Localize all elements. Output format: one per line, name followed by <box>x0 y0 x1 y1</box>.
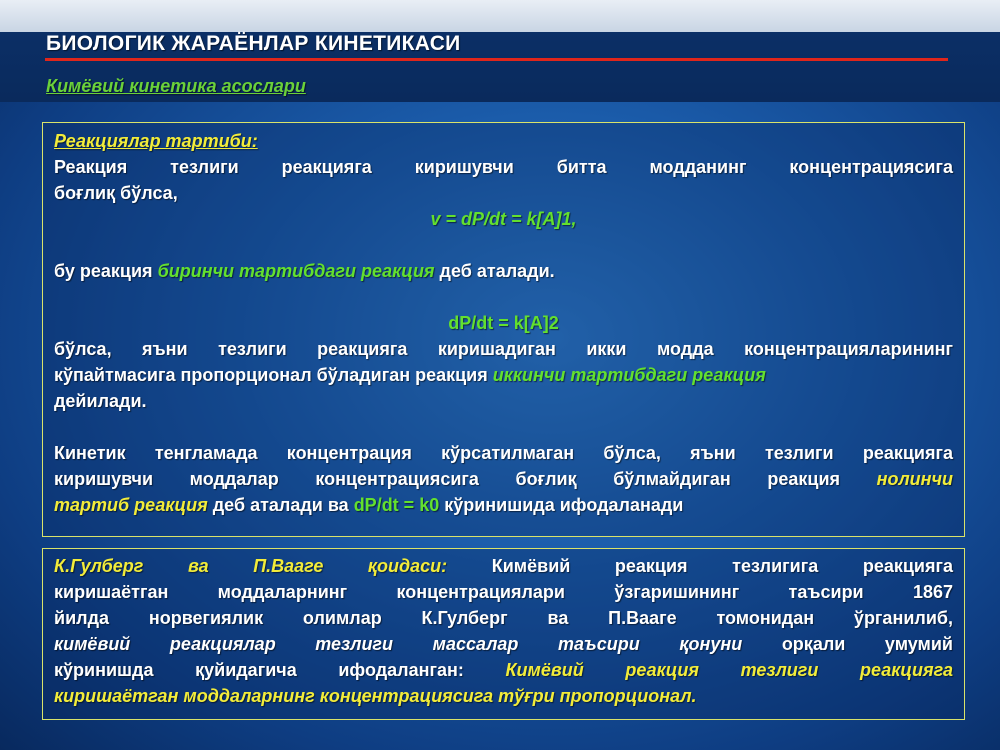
zero-order-line3 <box>54 492 953 518</box>
second-order-line3: дейилади. <box>54 391 147 411</box>
gw-line3: йилда норвегиялик олимлар К.Гулберг ва П.Вааге томонидан ўрганилиб, <box>54 608 953 628</box>
second-order-line1: бўлса, яъни тезлиги реакцияга киришадиган икки модда концентрацияларининг <box>54 339 953 359</box>
formula-second-order-text: dP/dt = k[A]2 <box>448 313 559 333</box>
zero-order-term-b: тартиб реакция <box>54 495 208 515</box>
box1-line2: боғлиқ бўлса, <box>54 183 178 203</box>
box1-heading <box>54 128 953 154</box>
spacer <box>54 232 953 258</box>
top-bar <box>0 0 1000 32</box>
zero-order-line1: Кинетик тенгламада концентрация кўрсатилмаган бўлса, яъни тезлиги реакцияга <box>54 443 953 463</box>
first-order-sentence <box>54 258 953 284</box>
first-order-term: биринчи тартибдаги реакция <box>157 261 435 281</box>
mass-action-law: кимёвий реакциялар тезлиги массалар таъсири қонуни <box>54 634 743 654</box>
zero-order-pre: киришувчи моддалар концентрациясига боғлиқ бўлмайдиган реакция <box>54 469 877 489</box>
formula-second-order <box>54 310 953 336</box>
reaction-order-box <box>42 122 965 537</box>
page-title: БИОЛОГИК ЖАРАЁНЛАР КИНЕТИКАСИ <box>46 32 461 55</box>
first-order-post: деб аталади. <box>434 261 555 281</box>
reaction-order-heading: Реакциялар тартиби: <box>54 131 258 151</box>
zero-order-line2 <box>54 466 953 492</box>
formula-first-order-text: v = dP/dt = k[A]1, <box>430 209 577 229</box>
gw-line2: киришаётган моддаларнинг концентрациялари ўзгаришининг таъсири 1867 <box>54 582 953 602</box>
gw-line1-post: Кимёвий реакция тезлигига реакцияга <box>447 556 953 576</box>
gw-line5-pre: кўринишда қуйидагича ифодаланган: <box>54 660 506 680</box>
zero-order-formula: dP/dt = k0 <box>353 495 440 515</box>
zero-order-term-a: нолинчи <box>876 469 953 489</box>
box1-line1: Реакция тезлиги реакцияга киришувчи битта модданинг концентрациясига <box>54 157 953 177</box>
title-underline <box>45 58 948 61</box>
gw-conclusion-b: киришаётган моддаларнинг концентрациясига тўғри пропорционал. <box>54 686 697 706</box>
gw-conclusion-a: Кимёвий реакция тезлиги реакцияга <box>505 660 953 680</box>
zero-order-mid: деб аталади ва <box>207 495 354 515</box>
spacer <box>54 414 953 440</box>
zero-order-post: кўринишида ифодаланади <box>439 495 684 515</box>
gw-line6 <box>54 683 953 709</box>
gw-line5 <box>54 657 953 683</box>
guldberg-waage-box <box>42 548 965 720</box>
second-order-line2 <box>54 362 953 388</box>
second-order-term: иккинчи тартибдаги реакция <box>492 365 766 385</box>
gw-line4-post: орқали умумий <box>742 634 953 654</box>
formula-first-order <box>54 206 953 232</box>
gw-line1 <box>54 553 953 579</box>
page-subtitle: Кимёвий кинетика асослари <box>46 76 306 96</box>
spacer <box>54 284 953 310</box>
first-order-pre: бу реакция <box>54 261 158 281</box>
gw-rule-title: К.Гулберг ва П.Вааге қоидаси: <box>54 556 448 576</box>
gw-line4 <box>54 631 953 657</box>
second-order-pre: кўпайтмасига пропорционал бўладиган реакция <box>54 365 493 385</box>
